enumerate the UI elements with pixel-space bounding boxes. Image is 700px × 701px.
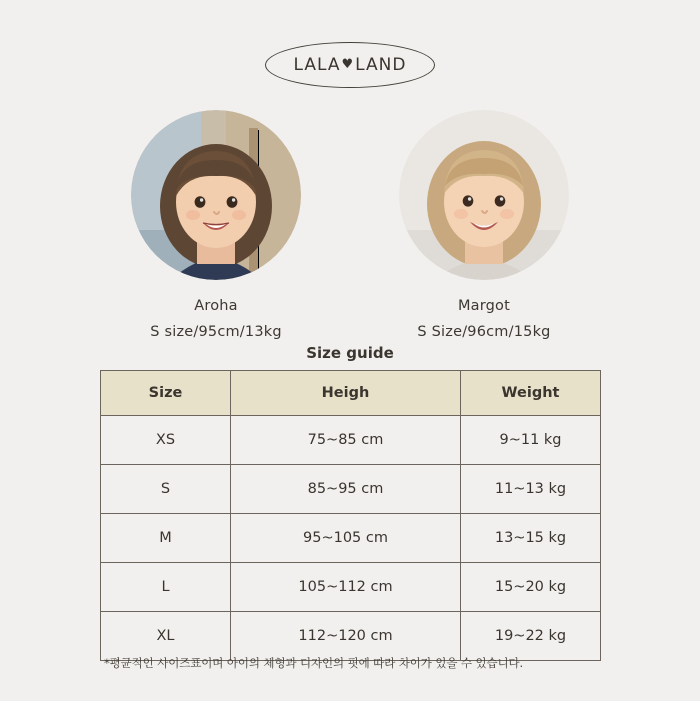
model-card bbox=[384, 110, 584, 340]
cell-height: 112~120 cm bbox=[231, 612, 461, 661]
brand-logo-container bbox=[0, 42, 700, 88]
cell-height: 75~85 cm bbox=[231, 416, 461, 465]
cell-weight: 11~13 kg bbox=[461, 465, 601, 514]
table-row bbox=[101, 612, 601, 661]
cell-height: 95~105 cm bbox=[231, 514, 461, 563]
cell-weight: 19~22 kg bbox=[461, 612, 601, 661]
cell-size: L bbox=[101, 563, 231, 612]
table-header-row bbox=[101, 371, 601, 416]
model-card bbox=[116, 110, 316, 340]
size-guide-table bbox=[100, 370, 601, 661]
cell-weight: 9~11 kg bbox=[461, 416, 601, 465]
table-row bbox=[101, 514, 601, 563]
model-photo-margot bbox=[399, 110, 569, 280]
cell-height: 85~95 cm bbox=[231, 465, 461, 514]
model-photo-aroha bbox=[131, 110, 301, 280]
model-gallery bbox=[0, 110, 700, 340]
column-header-weight: Weight bbox=[461, 371, 601, 416]
brand-logo bbox=[265, 42, 435, 88]
table-row bbox=[101, 465, 601, 514]
model-size-text: S size/95cm/13kg bbox=[150, 324, 282, 340]
brand-name-left: LALA bbox=[293, 55, 341, 75]
cell-size: S bbox=[101, 465, 231, 514]
brand-name-right: LAND bbox=[355, 55, 407, 75]
cell-size: XS bbox=[101, 416, 231, 465]
model-name: Margot bbox=[457, 298, 511, 314]
model-name: Aroha bbox=[194, 298, 238, 314]
cell-size: M bbox=[101, 514, 231, 563]
column-header-height: Heigh bbox=[231, 371, 461, 416]
size-guide-note: *평균적인 사이즈표이며 아이의 체형과 디자인의 핏에 따라 차이가 있을 수 있습니다. bbox=[104, 656, 524, 670]
cell-height: 105~112 cm bbox=[231, 563, 461, 612]
cell-size: XL bbox=[101, 612, 231, 661]
cell-weight: 15~20 kg bbox=[461, 563, 601, 612]
heart-icon: ♥ bbox=[341, 56, 355, 72]
size-guide-table-wrapper bbox=[100, 370, 600, 661]
model-size-text: S Size/96cm/15kg bbox=[417, 324, 551, 340]
table-row bbox=[101, 563, 601, 612]
column-header-size: Size bbox=[101, 371, 231, 416]
table-row bbox=[101, 416, 601, 465]
size-guide-title: Size guide bbox=[306, 344, 394, 362]
cell-weight: 13~15 kg bbox=[461, 514, 601, 563]
